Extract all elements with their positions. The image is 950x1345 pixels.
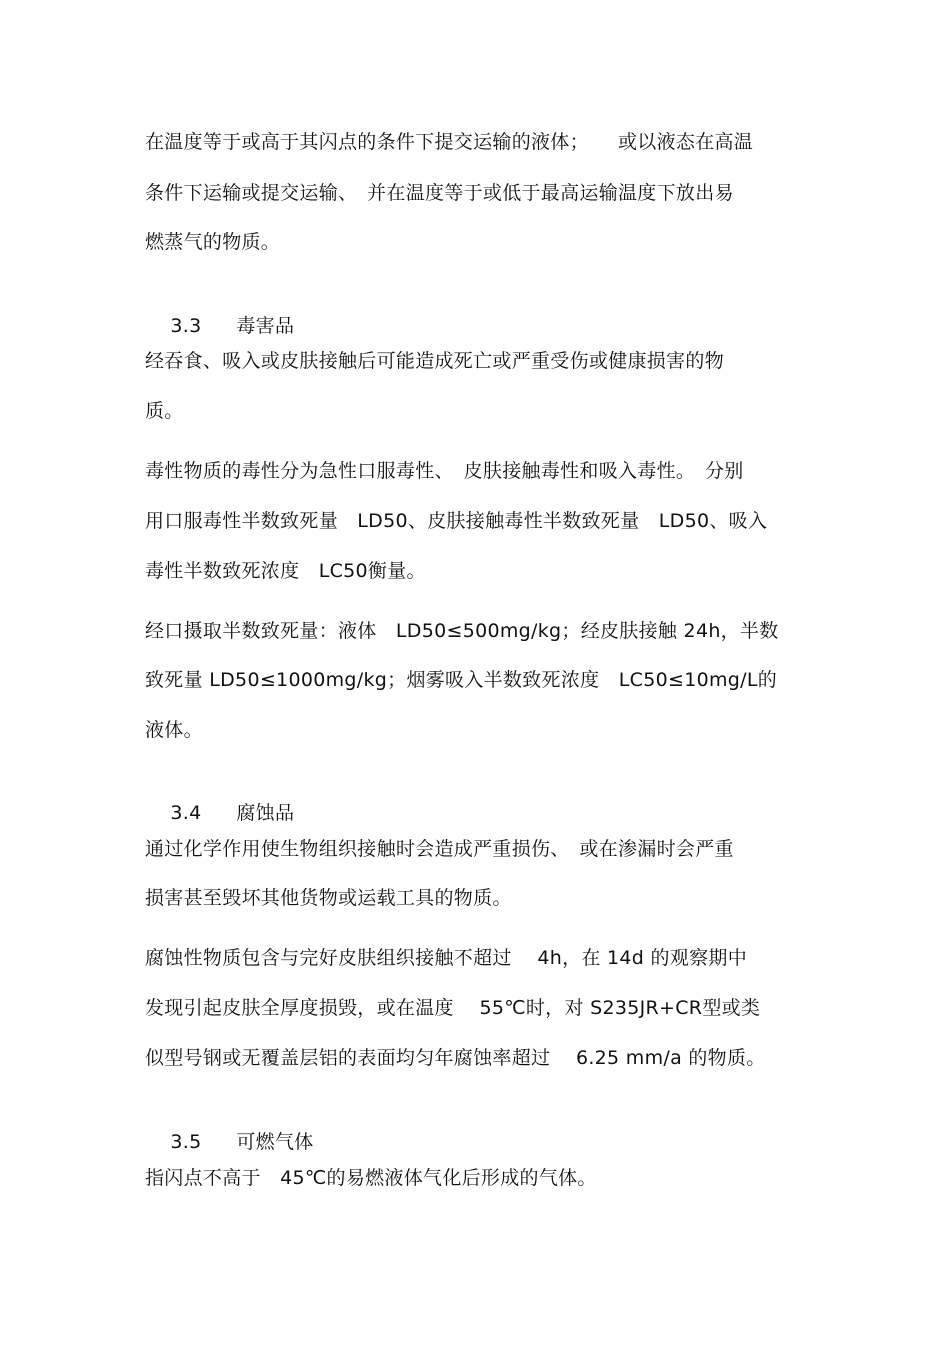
paragraph-line: 损害甚至毁坏其他货物或运载工具的物质。 <box>145 887 512 909</box>
paragraph-line: 经吞食、吸入或皮肤接触后可能造成死亡或严重受伤或健康损害的物 <box>145 350 725 372</box>
section-title: 腐蚀品 <box>236 802 295 824</box>
paragraph-line: 毒性半数致死浓度 LC50衡量。 <box>145 560 426 582</box>
paragraph-line: 指闪点不高于 45℃的易燃液体气化后形成的气体。 <box>145 1167 597 1189</box>
section-title: 可燃气体 <box>236 1131 314 1153</box>
paragraph-line: 条件下运输或提交运输、 并在温度等于或低于最高运输温度下放出易 <box>145 182 734 204</box>
paragraph-line: 经口摄取半数致死量：液体 LD50≤500mg/kg；经皮肤接触 24h，半数 <box>145 620 779 642</box>
paragraph-line: 似型号钢或无覆盖层铝的表面均匀年腐蚀率超过 6.25 mm/a 的物质。 <box>145 1047 766 1069</box>
paragraph-line: 腐蚀性物质包含与完好皮肤组织接触不超过 4h，在 14d 的观察期中 <box>145 947 747 969</box>
paragraph-line: 用口服毒性半数致死量 LD50、皮肤接触毒性半数致死量 LD50、吸入 <box>145 510 768 532</box>
section-number: 3.5 <box>170 1131 202 1153</box>
section-number: 3.3 <box>170 315 202 337</box>
section-title: 毒害品 <box>236 315 295 337</box>
paragraph-line: 液体。 <box>145 719 203 741</box>
paragraph-line: 发现引起皮肤全厚度损毁，或在温度 55℃时，对 S235JR+CR型或类 <box>145 997 761 1019</box>
section-number: 3.4 <box>170 802 202 824</box>
paragraph-line: 燃蒸气的物质。 <box>145 231 281 253</box>
paragraph-line: 毒性物质的毒性分为急性口服毒性、 皮肤接触毒性和吸入毒性。 分别 <box>145 460 744 482</box>
paragraph-line: 在温度等于或高于其闪点的条件下提交运输的液体； 或以液态在高温 <box>145 131 754 153</box>
paragraph-line: 致死量 LD50≤1000mg/kg；烟雾吸入半数致死浓度 LC50≤10mg/L的 <box>145 669 778 691</box>
paragraph-line: 通过化学作用使生物组织接触时会造成严重损伤、 或在渗漏时会严重 <box>145 838 734 860</box>
paragraph-line: 质。 <box>145 400 184 422</box>
